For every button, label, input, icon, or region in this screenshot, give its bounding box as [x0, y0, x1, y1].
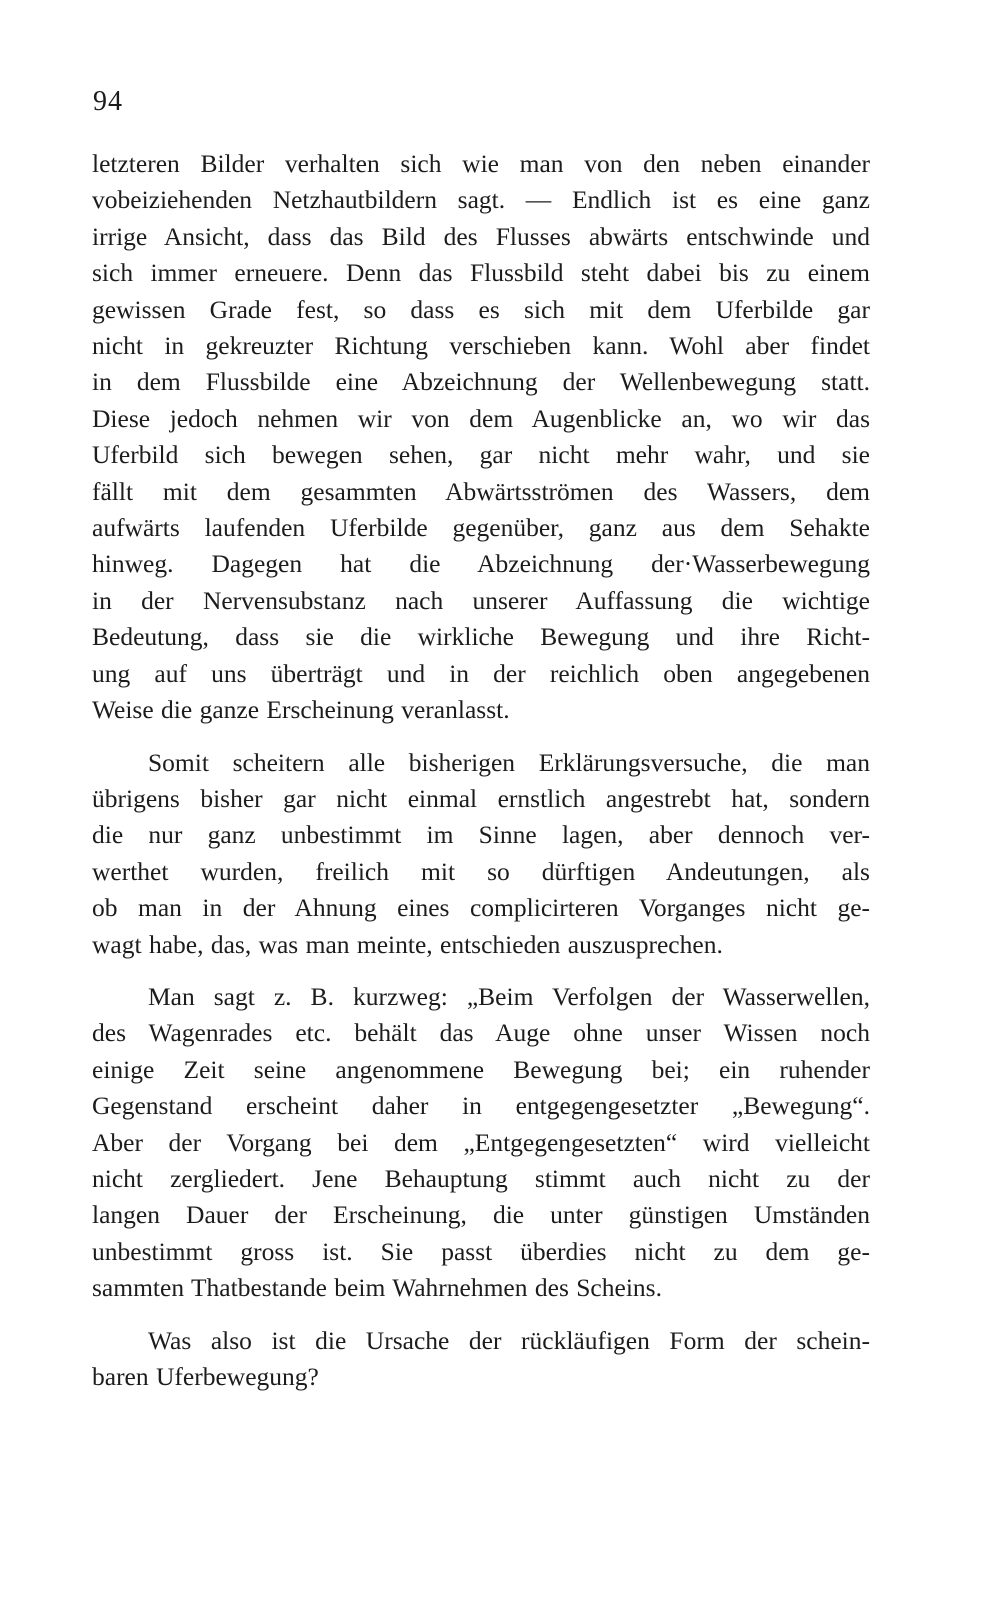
text-line: langen Dauer der Erscheinung, die unter günstigen Umständen [92, 1200, 870, 1230]
paragraph [92, 1323, 870, 1396]
text-line: letzteren Bilder verhalten sich wie man von den neben einander [92, 149, 870, 178]
text-line: übrigens bisher gar nicht einmal ernstlich angestrebt hat, sondern [92, 783, 870, 813]
text-line: in der Nervensubstanz nach unserer Auffassung die wichtige [92, 585, 870, 615]
text-line: ob man in der Ahnung eines complicirteren Vorganges nicht ge- [92, 893, 870, 923]
paragraph-gap [92, 729, 870, 745]
text-line: Aber der Vorgang bei dem „Entgegengesetzten“ wird vielleicht [92, 1127, 870, 1157]
text-line: die nur ganz unbestimmt im Sinne lagen, aber dennoch ver- [92, 820, 870, 850]
text-line: Weise die ganze Erscheinung veranlasst. [92, 695, 510, 725]
text-line: Man sagt z. B. kurzweg: „Beim Verfolgen der Wasserwellen, [148, 981, 870, 1011]
text-line: unbestimmt gross ist. Sie passt überdies nicht zu dem ge- [92, 1236, 870, 1266]
paragraph [92, 979, 870, 1307]
text-line: in dem Flussbilde eine Abzeichnung der Wellenbewegung statt. [92, 367, 870, 397]
text-line: Was also ist die Ursache der rückläufigen Form der schein- [148, 1325, 870, 1355]
text-line: sammten Thatbestande beim Wahrnehmen des Scheins. [92, 1273, 662, 1303]
text-line: einige Zeit seine angenommene Bewegung bei; ein ruhender [92, 1054, 870, 1084]
body-text [92, 146, 870, 1395]
text-line: hinweg. Dagegen hat die Abzeichnung der·Wasserbewegung [92, 549, 870, 579]
text-line: baren Uferbewegung? [92, 1362, 319, 1391]
text-line: irrige Ansicht, dass das Bild des Flusses abwärts entschwinde und [92, 221, 870, 251]
text-line: Bedeutung, dass sie die wirkliche Bewegung und ihre Richt- [92, 622, 870, 652]
text-line: vobeiziehenden Netzhautbildern sagt. — Endlich ist es eine ganz [92, 185, 870, 215]
paragraph-gap [92, 963, 870, 979]
paragraph-gap [92, 1307, 870, 1323]
paragraph [92, 146, 870, 729]
text-line: nicht in gekreuzter Richtung verschieben kann. Wohl aber findet [92, 331, 870, 361]
text-line: sich immer erneuere. Denn das Flussbild steht dabei bis zu einem [92, 258, 870, 288]
text-line: Somit scheitern alle bisherigen Erklärungsversuche, die man [148, 747, 870, 777]
text-line: wagt habe, das, was man meinte, entschieden auszusprechen. [92, 929, 723, 959]
paragraph [92, 745, 870, 963]
text-line: aufwärts laufenden Uferbilde gegenüber, ganz aus dem Sehakte [92, 513, 870, 543]
text-line: nicht zergliedert. Jene Behauptung stimmt auch nicht zu der [92, 1163, 870, 1193]
text-line: Uferbild sich bewegen sehen, gar nicht mehr wahr, und sie [92, 440, 870, 470]
text-line: Diese jedoch nehmen wir von dem Augenblicke an, wo wir das [92, 403, 870, 433]
text-line: ung auf uns überträgt und in der reichlich oben angegebenen [92, 658, 870, 688]
page-number: 94 [93, 86, 123, 117]
text-line: werthet wurden, freilich mit so dürftigen Andeutungen, als [92, 856, 870, 886]
text-line: fällt mit dem gesammten Abwärtsströmen des Wassers, dem [92, 476, 870, 506]
text-line: des Wagenrades etc. behält das Auge ohne unser Wissen noch [92, 1018, 870, 1048]
text-line: gewissen Grade fest, so dass es sich mit dem Uferbilde gar [92, 294, 870, 324]
text-line: Gegenstand erscheint daher in entgegengesetzter „Bewegung“. [92, 1091, 870, 1121]
